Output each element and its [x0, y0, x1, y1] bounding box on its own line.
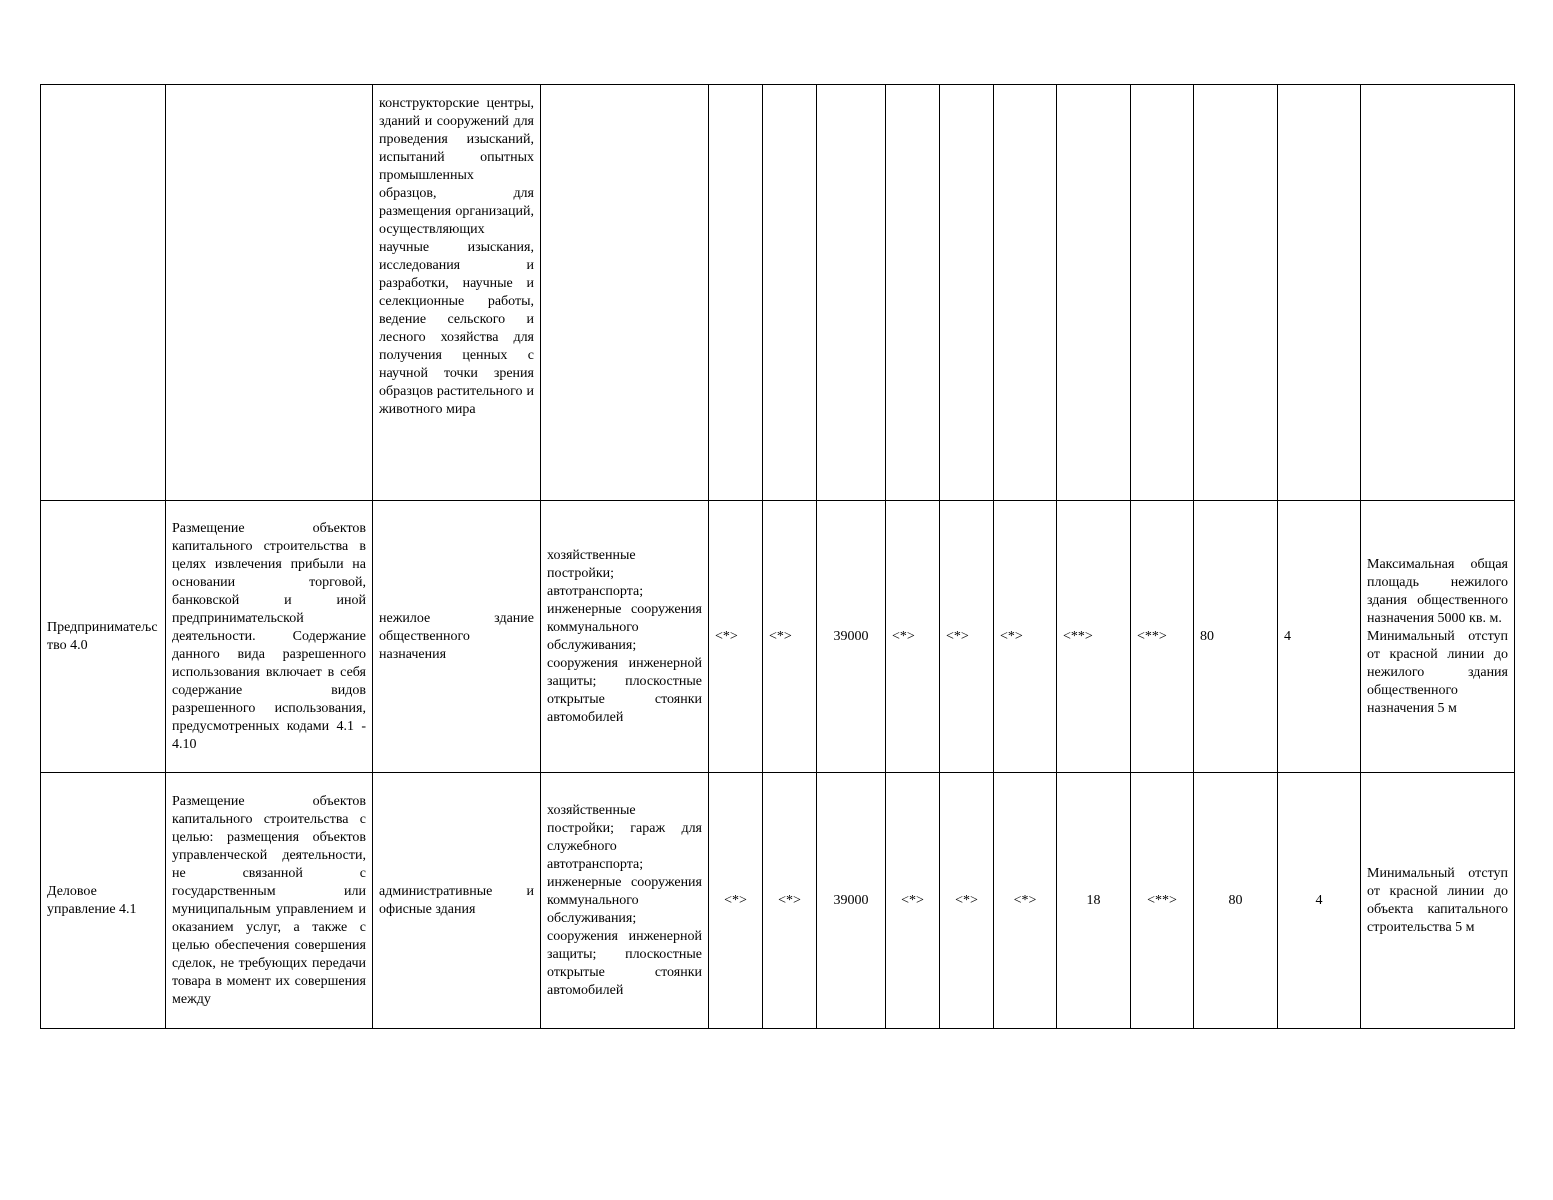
aux-objects-cell: хозяйственные постройки; автотранспорта; инженерные сооружения коммунального обслуживания; сооружения инженерной защиты; плоскостные открытые стоянки автомобилей — [541, 501, 709, 773]
notes-cell: Максимальная общая площадь нежилого здания общественного назначения 5000 кв. м. Минимальный отступ от красной линии до нежилого здания общественного назначения 5 м — [1361, 501, 1515, 773]
use-name-cell: Деловое управление 4.1 — [41, 773, 166, 1029]
main-object-cell: административные и офисные здания — [373, 773, 541, 1029]
param-cell — [1194, 85, 1278, 501]
table-row — [41, 501, 1515, 773]
param-cell: <*> — [709, 501, 763, 773]
param-cell — [1131, 85, 1194, 501]
param-cell: 80 — [1194, 773, 1278, 1029]
param-cell: <*> — [763, 501, 817, 773]
notes-cell — [1361, 85, 1515, 501]
param-cell — [1057, 85, 1131, 501]
param-cell: 18 — [1057, 773, 1131, 1029]
param-cell: <*> — [940, 773, 994, 1029]
param-cell: 39000 — [817, 501, 886, 773]
param-cell: <*> — [940, 501, 994, 773]
param-cell — [1278, 85, 1361, 501]
param-cell — [817, 85, 886, 501]
aux-objects-cell — [541, 85, 709, 501]
use-name-cell — [41, 85, 166, 501]
description-cell — [166, 85, 373, 501]
description-cell: Размещение объектов капитального строительства с целью: размещения объектов управленческой деятельности, не связанной с государственным или муниципальным управлением и оказанием услуг, а также с целью обеспечения совершения сделок, не требующих передачи товара в момент их совершения между — [166, 773, 373, 1029]
param-cell: <*> — [709, 773, 763, 1029]
param-cell: 80 — [1194, 501, 1278, 773]
param-cell: <*> — [994, 773, 1057, 1029]
zoning-table — [40, 84, 1515, 1029]
param-cell: <**> — [1131, 501, 1194, 773]
table-row — [41, 85, 1515, 501]
param-cell: <*> — [763, 773, 817, 1029]
param-cell: <**> — [1131, 773, 1194, 1029]
param-cell: 39000 — [817, 773, 886, 1029]
param-cell: 4 — [1278, 501, 1361, 773]
main-object-cell: нежилое здание общественного назначения — [373, 501, 541, 773]
aux-objects-cell: хозяйственные постройки; гараж для служебного автотранспорта; инженерные сооружения коммунального обслуживания; сооружения инженерной защиты; плоскостные открытые стоянки автомобилей — [541, 773, 709, 1029]
notes-cell: Минимальный отступ от красной линии до объекта капитального строительства 5 м — [1361, 773, 1515, 1029]
table-row — [41, 773, 1515, 1029]
param-cell — [709, 85, 763, 501]
param-cell: <**> — [1057, 501, 1131, 773]
use-name-cell: Предприниматељство 4.0 — [41, 501, 166, 773]
param-cell — [940, 85, 994, 501]
param-cell — [994, 85, 1057, 501]
main-object-cell: конструкторские центры, зданий и сооружений для проведения изысканий, испытаний опытных промышленных образцов, для размещения организаций, осуществляющих научные изыскания, исследования и разработки, научные и селекционные работы, ведение сельского и лесного хозяйства для получения ценных с научной точки зрения образцов растительного и животного мира — [373, 85, 541, 501]
description-cell: Размещение объектов капитального строительства в целях извлечения прибыли на основании торговой, банковской и иной предпринимательской деятельности. Содержание данного вида разрешенного использования включает в себя содержание видов разрешенного использования, предусмотренных кодами 4.1 - 4.10 — [166, 501, 373, 773]
param-cell: 4 — [1278, 773, 1361, 1029]
param-cell: <*> — [886, 501, 940, 773]
param-cell: <*> — [886, 773, 940, 1029]
param-cell: <*> — [994, 501, 1057, 773]
param-cell — [763, 85, 817, 501]
param-cell — [886, 85, 940, 501]
